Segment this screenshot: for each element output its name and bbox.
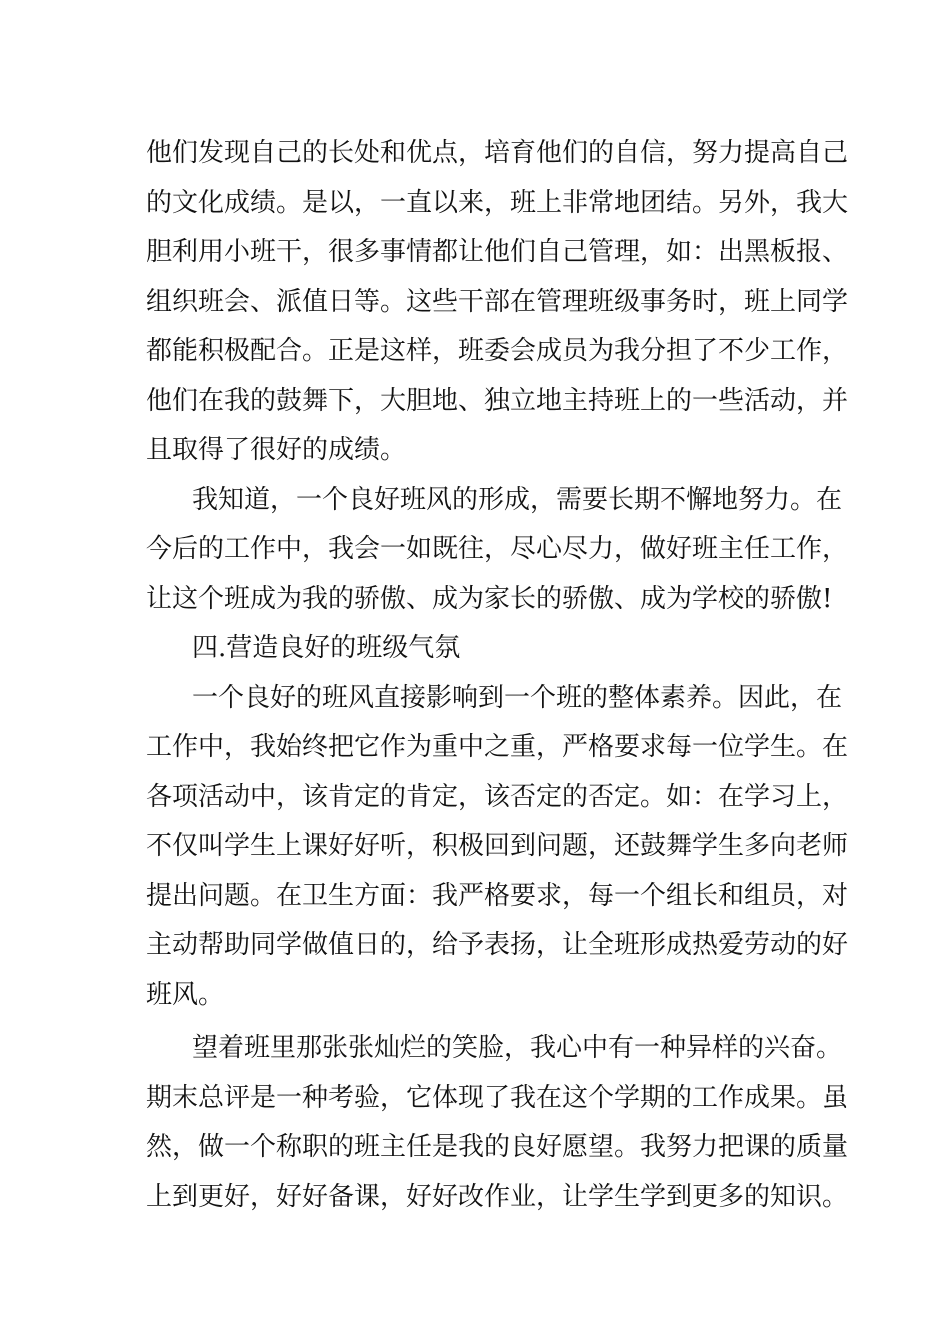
paragraph-1-line-3: 胆利用小班干，很多事情都让他们自己管理，如：出黑板报、 xyxy=(146,237,849,267)
paragraph-3-line-5: 提出问题。在卫生方面：我严格要求，每一个组长和组员，对 xyxy=(146,881,849,911)
section-heading: 四.营造良好的班级气氛 xyxy=(192,633,461,663)
paragraph-3-line-1: 一个良好的班风直接影响到一个班的整体素养。因此，在 xyxy=(192,683,843,713)
paragraph-1-line-5: 都能积极配合。正是这样，班委会成员为我分担了不少工作， xyxy=(146,336,849,366)
paragraph-2-line-2: 今后的工作中，我会一如既往，尽心尽力，做好班主任工作， xyxy=(146,534,849,564)
paragraph-2-line-3: 让这个班成为我的骄傲、成为家长的骄傲、成为学校的骄傲! xyxy=(146,584,833,614)
paragraph-3-line-6: 主动帮助同学做值日的，给予表扬，让全班形成热爱劳动的好 xyxy=(146,930,849,960)
paragraph-4-line-4: 上到更好，好好备课，好好改作业，让学生学到更多的知识。 xyxy=(146,1182,849,1212)
paragraph-1-line-1: 他们发现自己的长处和优点，培育他们的自信，努力提高自己 xyxy=(146,138,849,168)
paragraph-3-line-7: 班风。 xyxy=(146,980,225,1010)
paragraph-3-line-4: 不仅叫学生上课好好听，积极回到问题，还鼓舞学生多向老师 xyxy=(146,831,849,861)
paragraph-1-line-7: 且取得了很好的成绩。 xyxy=(146,435,407,465)
paragraph-2-line-1: 我知道，一个良好班风的形成，需要长期不懈地努力。在 xyxy=(192,485,843,515)
paragraph-4-line-3: 然，做一个称职的班主任是我的良好愿望。我努力把课的质量 xyxy=(146,1132,849,1162)
paragraph-3-line-2: 工作中，我始终把它作为重中之重，严格要求每一位学生。在 xyxy=(146,732,849,762)
paragraph-1-line-6: 他们在我的鼓舞下，大胆地、独立地主持班上的一些活动，并 xyxy=(146,386,849,416)
paragraph-3-line-3: 各项活动中，该肯定的肯定，该否定的否定。如：在学习上， xyxy=(146,782,849,812)
paragraph-1-line-2: 的文化成绩。是以，一直以来，班上非常地团结。另外，我大 xyxy=(146,188,849,218)
paragraph-4-line-1: 望着班里那张张灿烂的笑脸，我心中有一种异样的兴奋。 xyxy=(192,1033,843,1063)
paragraph-1-line-4: 组织班会、派值日等。这些干部在管理班级事务时，班上同学 xyxy=(146,287,849,317)
paragraph-4-line-2: 期末总评是一种考验，它体现了我在这个学期的工作成果。虽 xyxy=(146,1083,849,1113)
